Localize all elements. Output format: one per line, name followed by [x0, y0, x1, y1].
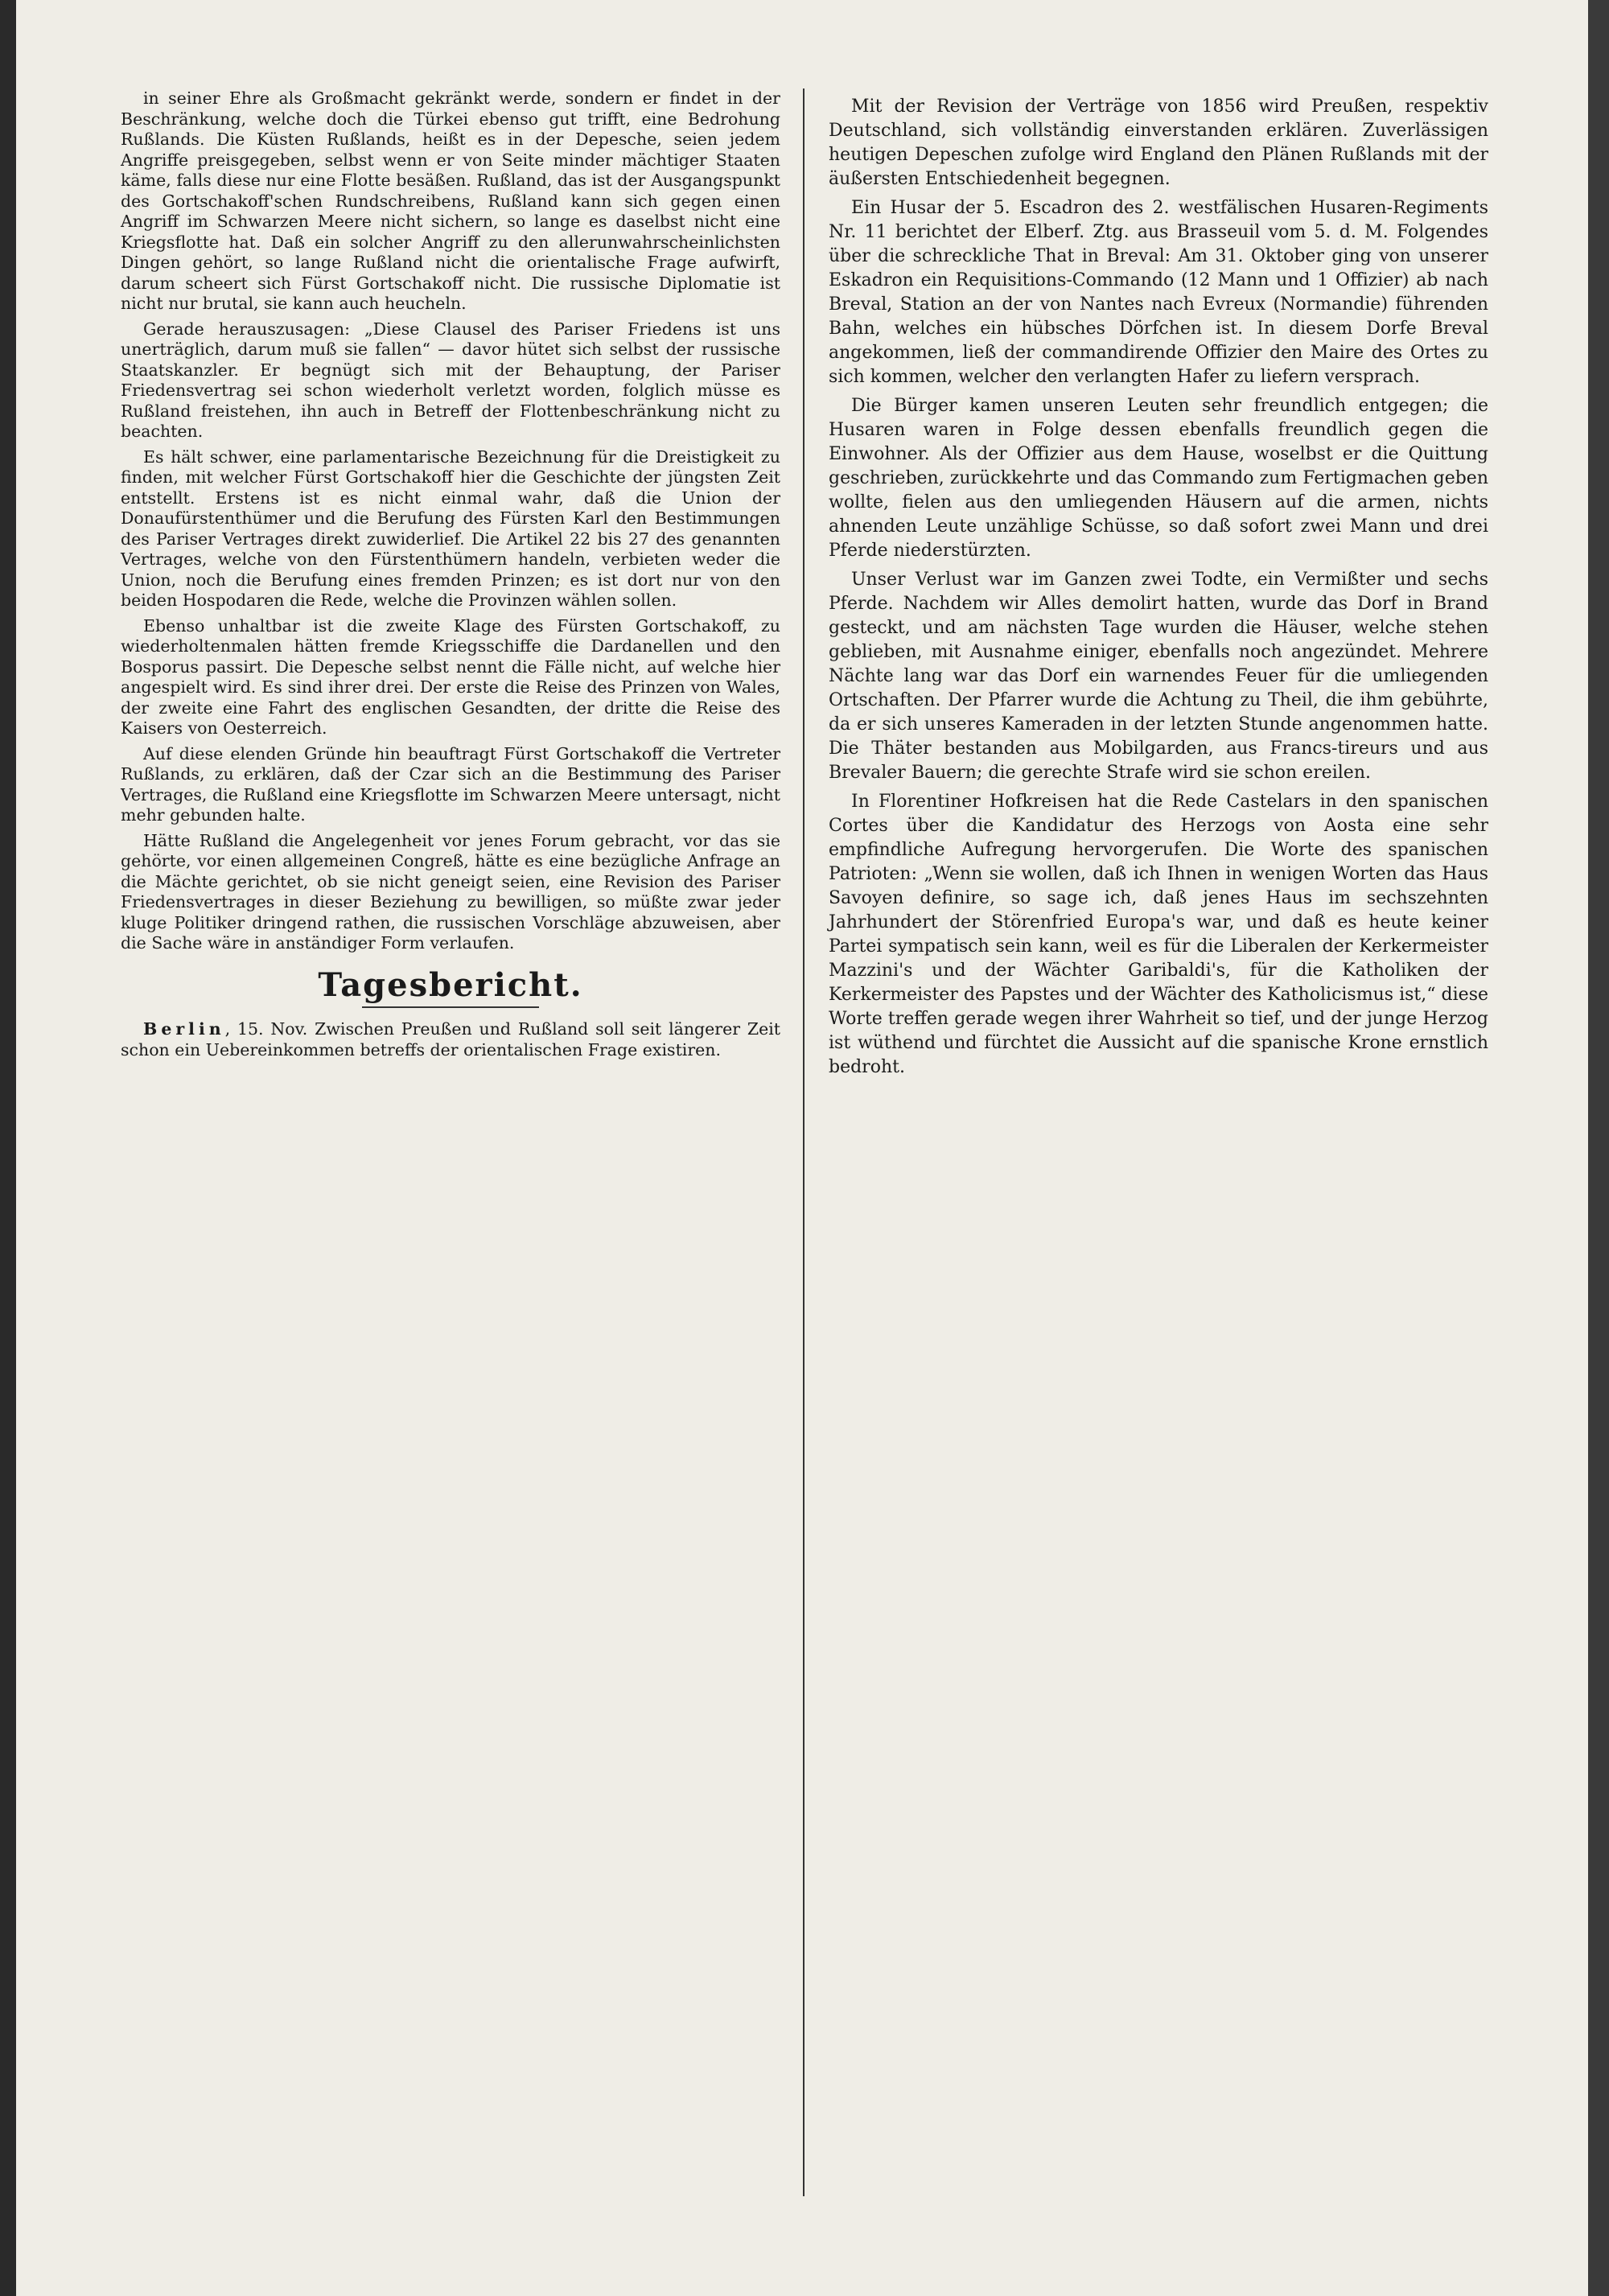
right-paragraph: Ein Husar der 5. Escadron des 2. westfälischen Husaren-Regiments Nr. 11 berichtet der Elberf. Ztg. aus Brasseuil vom 5. d. M. Folgendes über die schreckliche That in Breval: Am 31. Oktober ging von unserer Eskadron ein Requisitions-Commando (12 Mann und 1 Offizier) ab nach Breval, Station an der von Nantes nach Evreux (Normandie) führenden Bahn, welches ein hübsches Dörfchen ist. In diesem Dorfe Breval angekommen, ließ der commandirende Offizier den Maire des Ortes zu sich kommen, welcher den verlangten Hafer zu liefern versprach. [829, 198, 1488, 387]
dateline-paragraph [121, 1019, 780, 1060]
right-paragraph: In Florentiner Hofkreisen hat die Rede Castelars in den spanischen Cortes über die Kandidatur des Herzogs von Aosta eine sehr empfindliche Aufregung hervorgerufen. Die Worte des spanischen Patrioten: „Wenn sie wollen, daß ich Ihnen in wenigen Worten das Haus Savoyen definire, so sage ich, daß jenes Haus im sechszehnten Jahrhundert der Störenfried Europa's war, und daß es heute keiner Partei sympatisch sein kann, weil es für die Liberalen der Kerkermeister Mazzini's und der Wächter Garibaldi's, für die Katholiken der Kerkermeister des Papstes und der Wächter des Katholicismus ist,“ diese Worte treffen gerade wegen ihrer Wahrheit so tief, und der junge Herzog ist wüthend und fürchtet die Aussicht auf die spanische Krone ernstlich bedroht. [829, 792, 1488, 1077]
left-paragraph: in seiner Ehre als Großmacht gekränkt werde, sondern er findet in der Beschränkung, welche doch die Türkei ebenso gut trifft, eine Bedrohung Rußlands. Die Küsten Rußlands, heißt es in der Depesche, seien jedem Angriffe preisgegeben, selbst wenn er von Seite minder mächtiger Staaten käme, falls diese nur eine Flotte besäßen. Rußland, das ist der Ausgangspunkt des Gortschakoff'schen Rundschreibens, Rußland kann sich gegen einen Angriff im Schwarzen Meere nicht sichern, so lange es daselbst nicht eine Kriegsflotte hat. Daß ein solcher Angriff zu den allerunwahrscheinlichsten Dingen gehört, so lange Rußland nicht die orientalische Frage aufwirft, darum scheert sich Fürst Gortschakoff nicht. Die russische Diplomatie ist nicht nur brutal, sie kann auch heucheln. [121, 88, 780, 313]
section-heading: Tagesbericht. [318, 965, 583, 1004]
column-divider [803, 88, 804, 2196]
right-paragraph: Die Bürger kamen unseren Leuten sehr freundlich entgegen; die Husaren waren in Folge dessen ebenfalls freundlich gegen die Einwohner. Als der Offizier aus dem Hause, woselbst er die Quittung geschrieben, zurückkehrte und das Commando zum Fertigmachen geben wollte, fielen aus den umliegenden Häusern auf die armen, nichts ahnenden Leute unzählige Schüsse, so daß sofort zwei Mann und drei Pferde niederstürzten. [829, 396, 1488, 561]
dateline-place: Berlin [143, 1019, 225, 1039]
dateline-text: , 15. Nov. Zwischen Preußen und Rußland soll seit längerer Zeit schon ein Uebereinkommen betreffs der orientalischen Frage existiren. [121, 1019, 780, 1060]
scan-border-left [0, 0, 16, 2296]
left-paragraph: Hätte Rußland die Angelegenheit vor jenes Forum gebracht, vor das sie gehörte, vor einen allgemeinen Congreß, hätte es eine bezügliche Anfrage an die Mächte gerichtet, ob sie nicht geneigt seien, eine Revision des Pariser Friedensvertrages in dieser Beziehung zu bewilligen, so müßte zwar jeder kluge Politiker dringend rathen, die russischen Vorschläge abzuweisen, aber die Sache wäre in anständiger Form verlaufen. [121, 830, 780, 953]
right-paragraph: Mit der Revision der Verträge von 1856 wird Preußen, respektiv Deutschland, sich vollständig einverstanden erklären. Zuverlässigen heutigen Depeschen zufolge wird England den Plänen Rußlands mit der äußersten Entschiedenheit begegnen. [829, 97, 1488, 189]
heading-divider [362, 1006, 539, 1008]
left-paragraph: Auf diese elenden Gründe hin beauftragt Fürst Gortschakoff die Vertreter Rußlands, zu erklären, daß der Czar sich an die Bestimmung des Pariser Vertrages, die Rußland eine Kriegsflotte im Schwarzen Meere untersagt, nicht mehr gebunden halte. [121, 743, 780, 825]
left-paragraph: Es hält schwer, eine parlamentarische Bezeichnung für die Dreistigkeit zu finden, mit welcher Fürst Gortschakoff hier die Geschichte der jüngsten Zeit entstellt. Erstens ist es nicht einmal wahr, daß die Union der Donaufürstenthümer und die Berufung des Fürsten Karl den Bestimmungen des Pariser Vertrages direkt zuwiderlief. Die Artikel 22 bis 27 des genannten Vertrages, welche von den Fürstenthümern handeln, verbieten weder die Union, noch die Berufung eines fremden Prinzen; es ist dort nur von den beiden Hospodaren die Rede, welche die Provinzen wählen sollen. [121, 446, 780, 610]
left-paragraph: Gerade herauszusagen: „Diese Clausel des Pariser Friedens ist uns unerträglich, darum muß sie fallen“ — davor hütet sich selbst der russische Staatskanzler. Er begnügt sich mit der Behauptung, der Pariser Friedensvertrag sei schon wiederholt verletzt worden, folglich müsse es Rußland freistehen, ihn auch in Betreff der Flottenbeschränkung nicht zu beachten. [121, 319, 780, 441]
newspaper-page [121, 88, 1593, 2261]
left-paragraph: Ebenso unhaltbar ist die zweite Klage des Fürsten Gortschakoff, zu wiederholtenmalen hätten fremde Kriegsschiffe die Dardanellen und den Bosporus passirt. Die Depesche selbst nennt die Fälle nicht, auf welche hier angespielt wird. Es sind ihrer drei. Der erste die Reise des Prinzen von Wales, der zweite eine Fahrt des englischen Gesandten, der dritte die Reise des Kaisers von Oesterreich. [121, 615, 780, 738]
left-column [121, 88, 780, 1065]
right-paragraph: Unser Verlust war im Ganzen zwei Todte, ein Vermißter und sechs Pferde. Nachdem wir Alles demolirt hatten, wurde das Dorf in Brand gesteckt, und am nächsten Tage wurden die Häuser, welche stehen geblieben, mit Ausnahme einiger, ebenfalls noch angezündet. Mehrere Nächte lang war das Dorf ein warnendes Feuer für die umliegenden Ortschaften. Der Pfarrer wurde die Achtung zu Theil, die ihm gebührte, da er sich unseres Kameraden in der letzten Stunde angenommen hatte. Die Thäter bestanden aus Mobilgarden, aus Francs-tireurs und aus Brevaler Bauern; die gerechte Strafe wird sie schon ereilen. [829, 570, 1488, 783]
right-column [829, 88, 1488, 1084]
